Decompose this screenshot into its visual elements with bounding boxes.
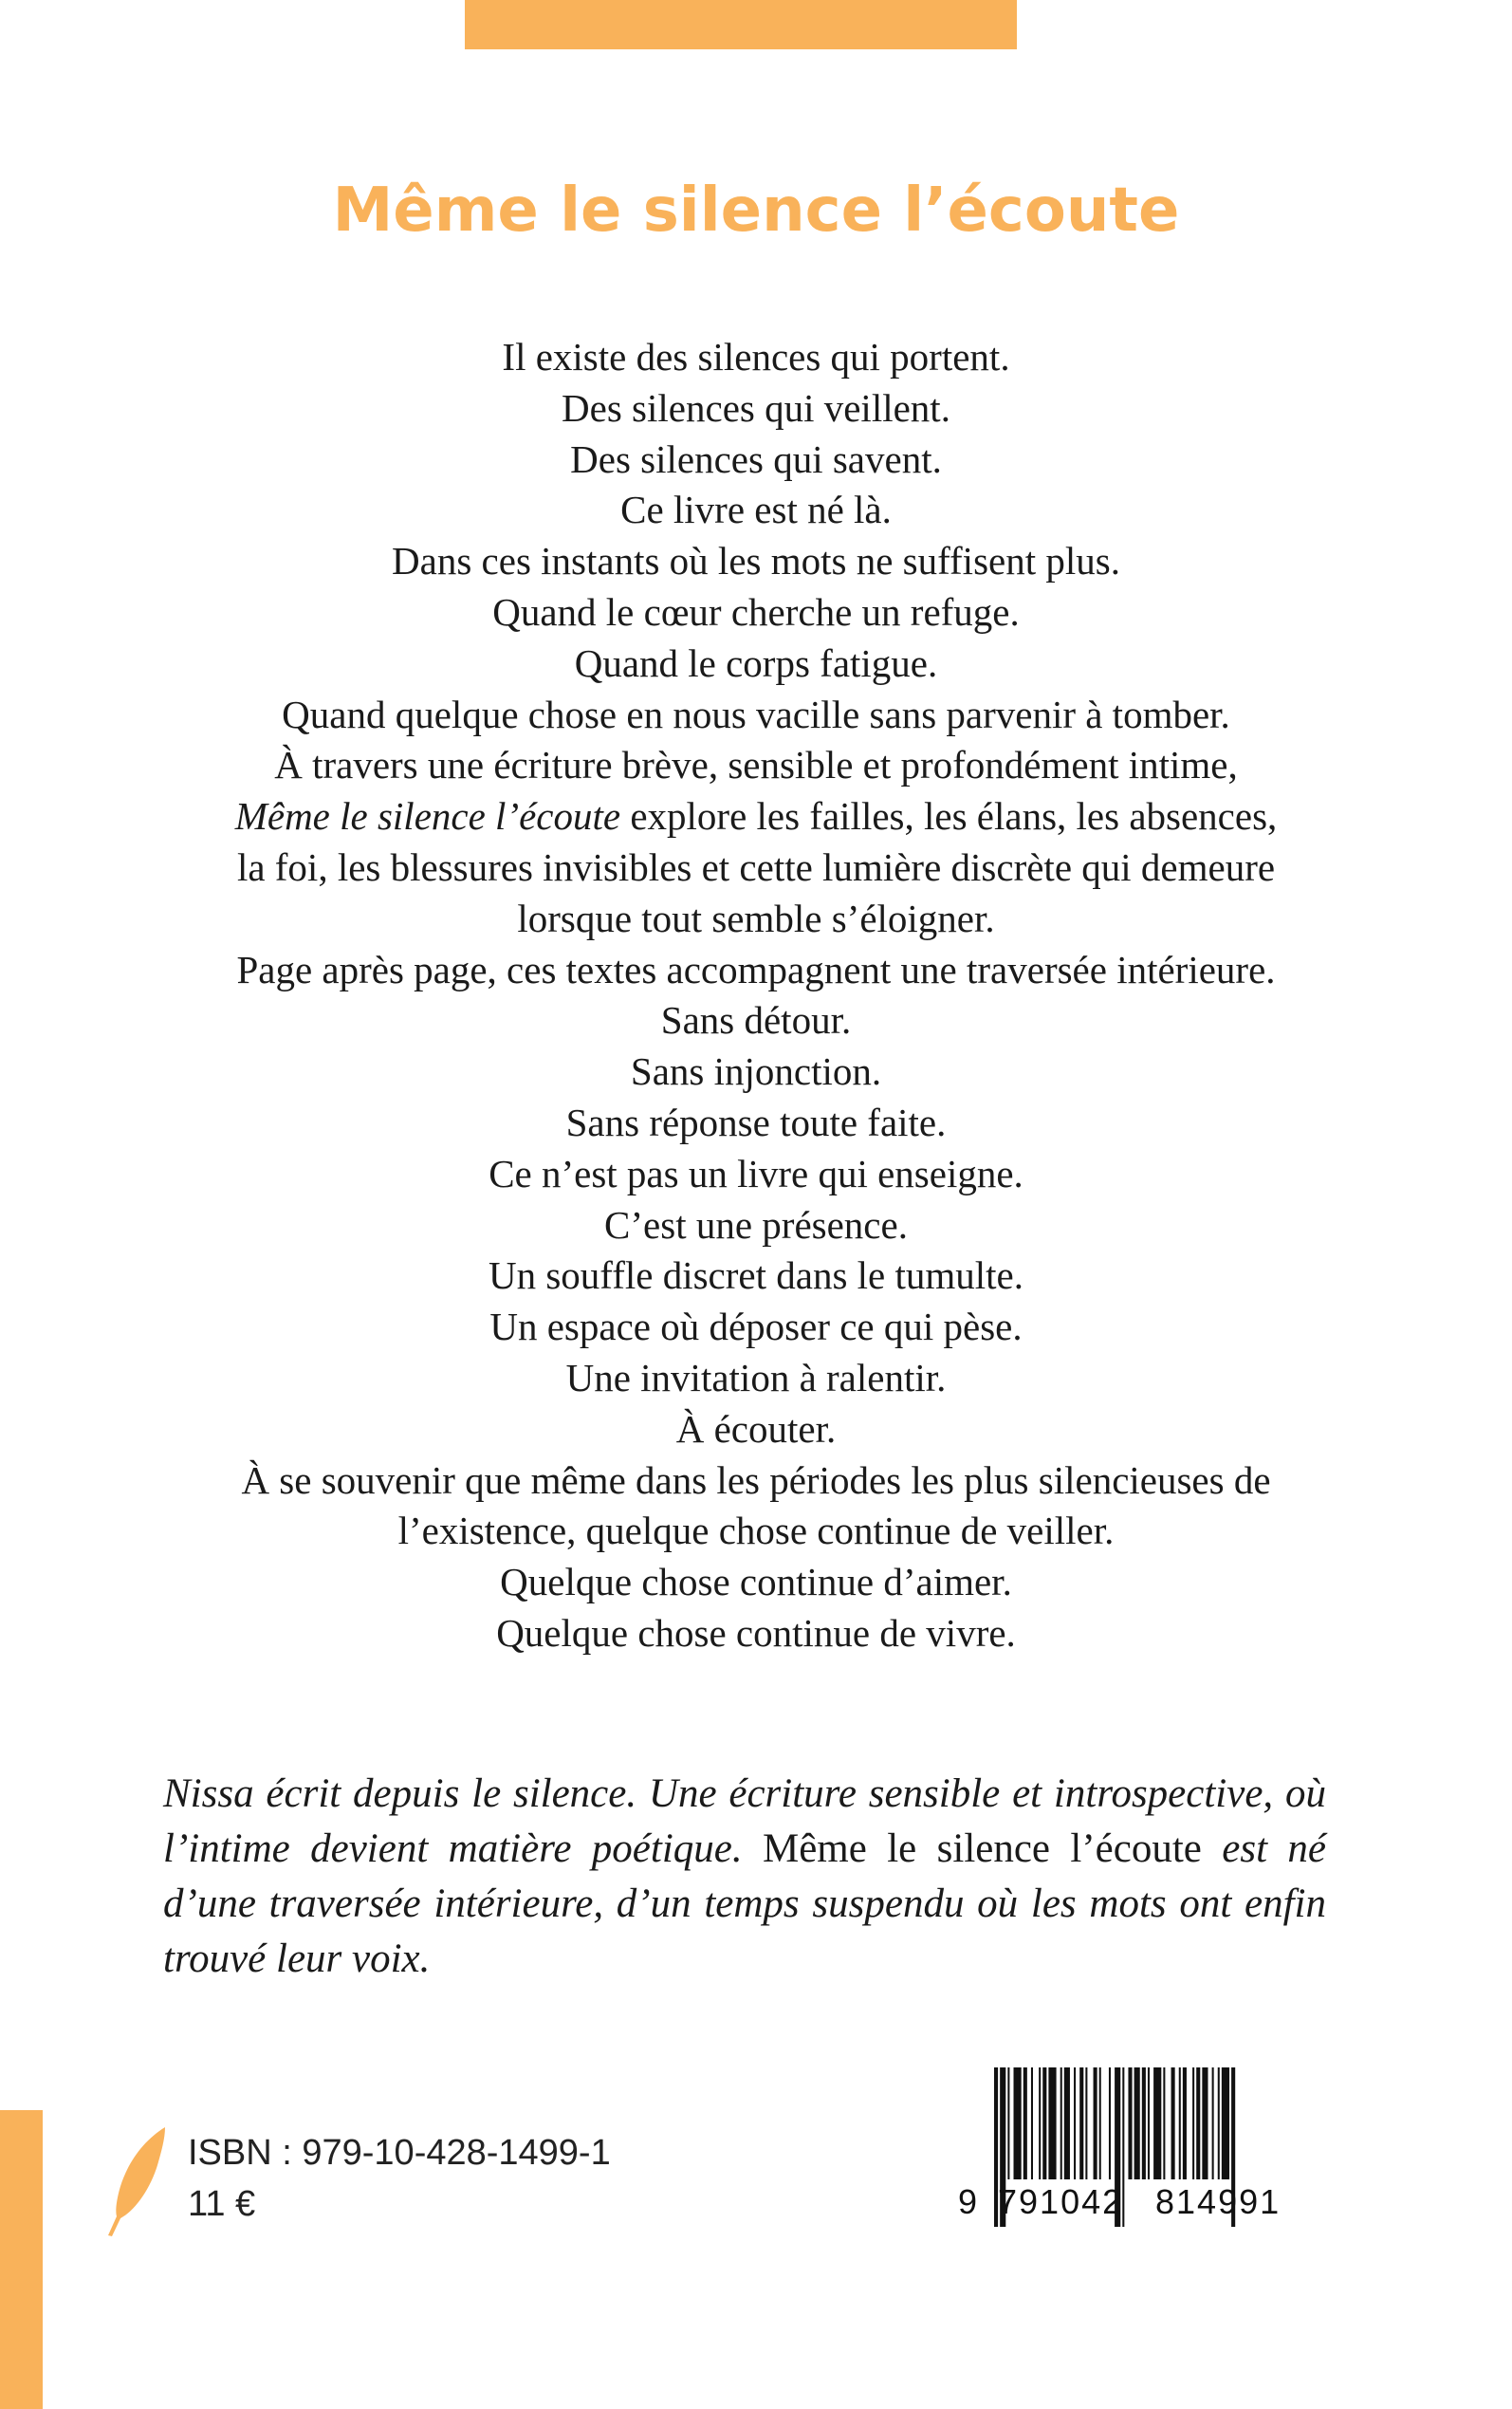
author-bio-book-title: Même le silence l’écoute	[742, 1826, 1223, 1871]
barcode-bar	[1192, 2067, 1194, 2179]
barcode-bar	[1094, 2067, 1097, 2179]
blurb-text	[142, 332, 1370, 1659]
barcode-bar	[1148, 2067, 1150, 2179]
barcode-bar	[1064, 2067, 1070, 2179]
blurb-line: Quelque chose continue d’aimer.	[500, 1560, 1012, 1604]
barcode-lead-digit: 9	[958, 2182, 980, 2221]
blurb-line: Sans réponse toute faite.	[565, 1100, 947, 1144]
blurb-line: Quand quelque chose en nous vacille sans parvenir à tomber.	[282, 692, 1230, 736]
barcode-left-group: 791042	[998, 2182, 1124, 2221]
blurb-line-book-title: Même le silence l’écoute	[234, 794, 621, 839]
barcode-bar	[1039, 2067, 1041, 2179]
feather-icon	[102, 2123, 169, 2237]
barcode-bar	[1007, 2067, 1009, 2179]
blurb-line: lorsque tout semble s’éloigner.	[517, 896, 995, 940]
author-bio	[163, 1767, 1326, 1987]
author-bio-intro: Nissa écrit depuis le silence. Une écriture sensible et introspective, où l’intime devient matière poétique.	[163, 1771, 1326, 1871]
barcode-bar	[1074, 2067, 1076, 2179]
barcode-bar	[1079, 2067, 1083, 2179]
blurb-line: Sans injonction.	[630, 1049, 882, 1094]
blurb-line: Il existe des silences qui portent.	[502, 335, 1010, 379]
barcode-bar	[1196, 2067, 1200, 2179]
barcode-bar	[1099, 2067, 1101, 2179]
blurb-line: Page après page, ces textes accompagnent une traversée intérieure.	[236, 947, 1276, 991]
barcode-bar	[1134, 2067, 1140, 2179]
barcode-bar	[1171, 2067, 1175, 2179]
barcode-bar	[1048, 2067, 1056, 2179]
blurb-line: Quand le cœur cherche un refuge.	[492, 589, 1020, 634]
barcode-bar	[1014, 2067, 1022, 2179]
barcode-bar	[1042, 2067, 1046, 2179]
barcode-bar	[1109, 2067, 1111, 2179]
barcode-bar	[1085, 2067, 1087, 2179]
barcode-bar	[1023, 2067, 1027, 2179]
side-accent-bar	[0, 2110, 43, 2409]
barcode-bar	[1153, 2067, 1161, 2179]
barcode-bar	[1218, 2067, 1220, 2179]
blurb-line: Ce livre est né là.	[620, 488, 892, 532]
barcode-bar	[1183, 2067, 1187, 2179]
blurb-line: Un souffle discret dans le tumulte.	[488, 1253, 1023, 1298]
blurb-line: À écouter.	[675, 1406, 837, 1451]
blurb-line: Sans détour.	[660, 998, 852, 1043]
barcode-bar	[1128, 2067, 1132, 2179]
blurb-line: À travers une écriture brève, sensible et profondément intime,	[274, 743, 1238, 788]
isbn-label: ISBN : 979-10-428-1499-1	[188, 2133, 611, 2173]
barcode-bar	[1202, 2067, 1208, 2179]
blurb-line: Quelque chose continue de vivre.	[496, 1610, 1016, 1655]
blurb-line: C’est une présence.	[604, 1202, 908, 1247]
barcode-bar	[1212, 2067, 1214, 2179]
blurb-line-text: explore les failles, les élans, les absences,	[620, 794, 1278, 839]
blurb-line: l’existence, quelque chose continue de veiller.	[397, 1509, 1115, 1553]
blurb-line: Dans ces instants où les mots ne suffisent plus.	[392, 539, 1120, 584]
barcode-bar	[1179, 2067, 1181, 2179]
barcode-bar	[1222, 2067, 1229, 2179]
barcode-bar	[1142, 2067, 1146, 2179]
blurb-line: Des silences qui veillent.	[562, 385, 950, 430]
blurb-line: Quand le corps fatigue.	[574, 640, 938, 685]
barcode-bar	[1163, 2067, 1165, 2179]
author-bio-conclusion: est né d’une traversée intérieure, d’un temps suspendu où les mots ont enfin trouvé leur voix.	[163, 1826, 1326, 1981]
book-title: Même le silence l’écoute	[332, 176, 1180, 246]
blurb-line: Un espace où déposer ce qui pèse.	[489, 1305, 1023, 1349]
top-accent-bar	[465, 0, 1017, 49]
blurb-line: Ce n’est pas un livre qui enseigne.	[489, 1151, 1023, 1195]
barcode-digits	[958, 2177, 1328, 2224]
barcode-right-group: 814991	[1155, 2182, 1282, 2221]
price-label: 11 €	[188, 2184, 256, 2224]
blurb-line: la foi, les blessures invisibles et cette lumière discrète qui demeure	[236, 844, 1276, 889]
blurb-line: Une invitation à ralentir.	[565, 1355, 947, 1399]
barcode-bar	[1031, 2067, 1033, 2179]
barcode-bar	[1060, 2067, 1062, 2179]
blurb-line: À se souvenir que même dans les périodes les plus silencieuses de	[241, 1457, 1271, 1502]
blurb-line: Des silences qui savent.	[570, 436, 942, 481]
blurb-line	[142, 791, 1370, 843]
